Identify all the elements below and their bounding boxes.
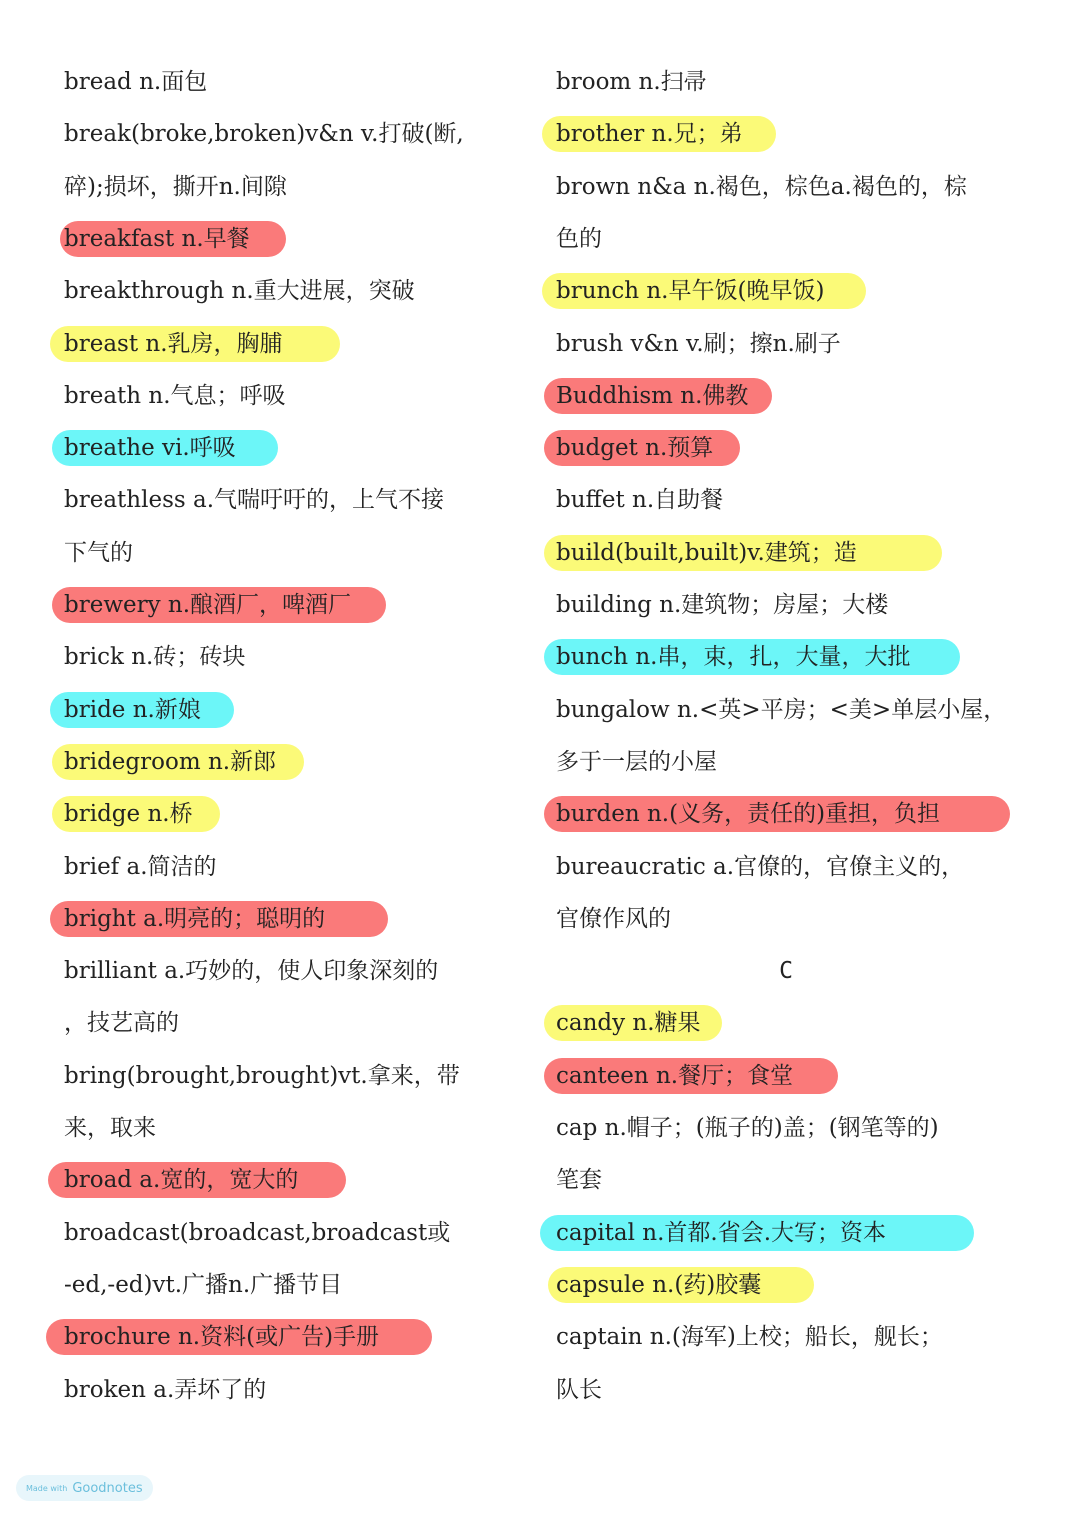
vocab-entry [556,378,748,414]
entry-text: broad a.宽的，宽大的 [64,1167,299,1194]
vocab-entry [64,796,193,832]
entry-text: breakfast n.早餐 [64,225,250,252]
vocab-entry [64,692,201,728]
entry-text: broom n.扫帚 [556,69,707,95]
vocab-entry [64,901,325,937]
vocab-entry [64,1267,342,1303]
badge-brand: Goodnotes [72,1480,143,1496]
entry-text: brilliant a.巧妙的，使人印象深刻的 [64,958,439,985]
entry-text: brush v&n v.刷；擦n.刷子 [556,330,841,357]
entry-text: bread n.面包 [64,69,208,95]
vocab-entry [556,221,602,257]
vocab-entry [556,1110,939,1146]
entry-text: 多于一层的小屋 [556,748,717,775]
vocab-entry [556,430,713,466]
vocab-entry [64,953,438,989]
entry-text: 官僚作风的 [556,905,671,932]
entry-text: broadcast(broadcast,broadcast或 [64,1219,451,1246]
entry-text: broken a.弄坏了的 [64,1376,267,1403]
vocab-entry [556,849,964,885]
vocab-entry [556,692,1006,728]
entry-text: 碎);损坏，撕开n.间隙 [64,173,287,200]
vocab-entry [556,901,671,937]
entry-text: break(broke,broken)v&n v.打破(断, [64,121,464,148]
vocab-entry [64,64,207,100]
entry-text: canteen n.餐厅；食堂 [556,1062,794,1089]
vocab-entry [64,1319,379,1355]
entry-text: ，技艺高的 [64,1010,179,1037]
vocab-entry [64,849,217,885]
vocab-entry [64,116,464,152]
entry-text: breathe vi.呼吸 [64,435,236,462]
entry-text: buffet n.自助餐 [556,487,724,514]
vocab-entry [556,535,857,571]
entry-text: build(built,built)v.建筑；造 [556,539,857,566]
vocab-entry [556,1058,793,1094]
vocab-entry [64,430,236,466]
vocab-entry [556,64,707,100]
entry-text: bring(brought,brought)vt.拿来，带 [64,1062,460,1089]
entry-text: brief a.简洁的 [64,853,217,880]
entry-text: 色的 [556,225,602,252]
entry-text: captain n.(海军)上校；船长，舰长； [556,1324,943,1351]
entry-text: bright a.明亮的；聪明的 [64,905,326,932]
vocab-entry [556,1372,602,1408]
vocab-entry [64,326,283,362]
vocab-entry [556,1267,761,1303]
entry-text: brown n&a n.褐色，棕色a.褐色的，棕 [556,173,967,200]
vocab-entry [64,535,133,571]
entry-text: breathless a.气喘吁吁的，上气不接 [64,487,445,514]
vocab-entry [556,326,841,362]
vocab-entry [556,169,967,205]
vocab-entry [64,1215,450,1251]
entry-text: cap n.帽子；(瓶子的)盖；(钢笔等的) [556,1115,939,1141]
vocab-entry [64,639,245,675]
entry-text: brochure n.资料(或广告)手册 [64,1324,380,1351]
vocab-entry [556,116,743,152]
entry-text: burden n.(义务，责任的)重担，负担 [556,801,941,828]
entry-text: 笔套 [556,1167,602,1194]
vocab-entry [64,169,287,205]
section-heading [556,953,1016,989]
vocab-entry [556,1215,886,1251]
vocab-entry [556,273,824,309]
vocab-entry [64,587,351,623]
entry-text: brother n.兄；弟 [556,121,743,148]
badge-prefix: Made with [26,1483,68,1493]
entry-text: bridge n.桥 [64,801,193,828]
entry-text: C [779,958,793,985]
entry-text: bunch n.串，束，扎，大量，大批 [556,644,911,671]
entry-text: bride n.新娘 [64,696,201,723]
entry-text: brick n.砖；砖块 [64,644,246,671]
vocab-entry [556,1005,701,1041]
entry-text: Buddhism n.佛教 [556,382,749,409]
vocab-entry [556,587,888,623]
vocab-entry [64,1372,266,1408]
vocab-entry [64,744,276,780]
vocab-entry [64,1110,156,1146]
vocab-entry [64,273,415,309]
entry-text: bridegroom n.新郎 [64,748,277,775]
entry-text: 队长 [556,1376,602,1403]
entry-text: 来，取来 [64,1115,156,1141]
vocab-entry [64,1005,179,1041]
entry-text: capital n.首都.省会.大写；资本 [556,1219,887,1246]
goodnotes-badge [16,1475,153,1501]
entry-text: brewery n.酿酒厂，啤酒厂 [64,592,352,618]
entry-text: budget n.预算 [556,435,714,462]
vocab-entry [64,221,250,257]
entry-text: breast n.乳房，胸脯 [64,330,283,357]
vocab-entry [64,1162,298,1198]
vocab-entry [556,639,910,675]
vocab-entry [64,482,444,518]
entry-text: brunch n.早午饭(晚早饭) [556,278,825,305]
entry-text: breath n.气息；呼吸 [64,382,286,409]
entry-text: 下气的 [64,539,133,566]
vocab-entry [556,1319,943,1355]
vocab-entry [64,378,286,414]
entry-text: bureaucratic a.官僚的，官僚主义的， [556,853,965,880]
entry-text: bungalow n.<英>平房；<美>单层小屋， [556,696,1007,723]
vocab-entry [556,744,717,780]
entry-text: building n.建筑物；房屋；大楼 [556,592,889,618]
entry-text: capsule n.(药)胶囊 [556,1271,762,1298]
vocab-entry [556,796,940,832]
vocab-entry [556,1162,602,1198]
vocab-entry [64,1058,460,1094]
entry-text: -ed,-ed)vt.广播n.广播节目 [64,1271,343,1298]
entry-text: candy n.糖果 [556,1010,701,1037]
entry-text: breakthrough n.重大进展，突破 [64,278,415,305]
vocab-entry [556,482,723,518]
